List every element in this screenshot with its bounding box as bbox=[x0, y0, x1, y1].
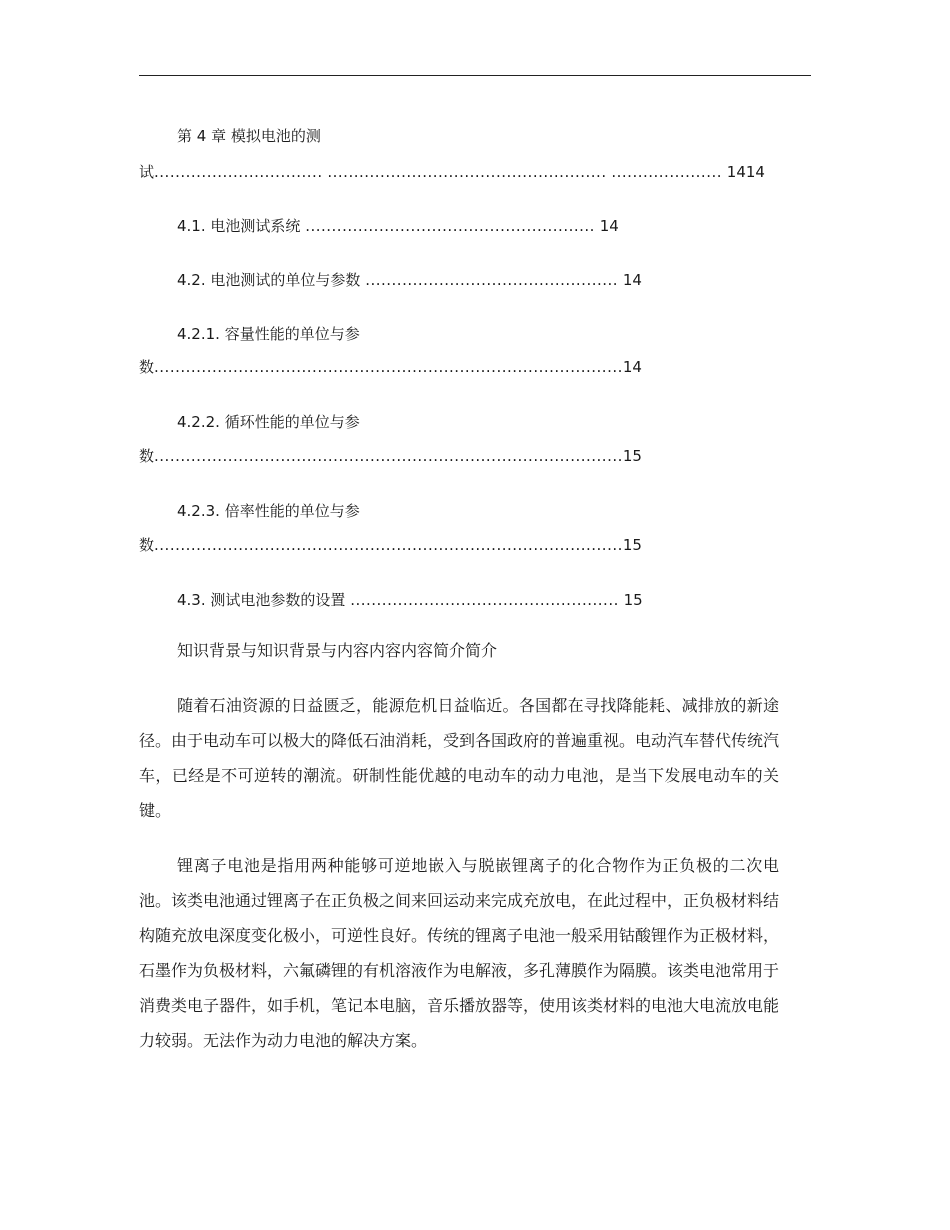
toc-leader-dots: ................................................... bbox=[350, 591, 619, 609]
toc-entry-4-1 bbox=[177, 216, 619, 236]
toc-entry-4-2-1-title: 4.2.1. 容量性能的单位与参 bbox=[177, 325, 360, 343]
toc-page-number: 14 bbox=[622, 271, 642, 289]
toc-entry-ch4-title: 第 4 章 模拟电池的测 bbox=[177, 127, 321, 145]
toc-entry-title: 4.2. 电池测试的单位与参数 bbox=[177, 271, 361, 289]
toc-entry-4-2-2-continuation bbox=[139, 446, 642, 466]
toc-entry-4-2-1-continuation bbox=[139, 357, 642, 377]
header-rule bbox=[139, 75, 811, 76]
toc-leader-dots: ....................................................... bbox=[305, 217, 595, 235]
toc-entry-cont: 数 bbox=[139, 447, 155, 465]
toc-page-number: 14 bbox=[622, 358, 642, 376]
toc-entry-title: 4.3. 测试电池参数的设置 bbox=[177, 591, 346, 609]
toc-page-number: 14 bbox=[599, 217, 619, 235]
toc-leader-dots: ................................ bbox=[154, 163, 323, 181]
toc-page-number: 1414 bbox=[726, 163, 765, 181]
toc-leader-dots: ......................................................................................... bbox=[154, 447, 623, 465]
toc-page-number: 15 bbox=[622, 536, 642, 554]
toc-leader-dots: ..................... bbox=[611, 163, 723, 181]
toc-entry-4-2-3-continuation bbox=[139, 535, 642, 555]
toc-page-number: 15 bbox=[622, 447, 642, 465]
toc-entry-ch4-cont: 试 bbox=[139, 163, 155, 181]
toc-page-number: 15 bbox=[623, 591, 643, 609]
toc-entry-4-2 bbox=[177, 270, 642, 290]
toc-leader-dots: ..................................................... bbox=[327, 163, 607, 181]
toc-entry-ch4-continuation bbox=[139, 162, 765, 182]
toc-entry-cont: 数 bbox=[139, 536, 155, 554]
toc-entry-4-2-3-title: 4.2.3. 倍率性能的单位与参 bbox=[177, 502, 360, 520]
body-paragraph-1: 随着石油资源的日益匮乏，能源危机日益临近。各国都在寻找降能耗、减排放的新途径。由于电动车可以极大的降低石油消耗，受到各国政府的普遍重视。电动汽车替代传统汽车，已经是不可逆转的潮流。研制性能优越的电动车的动力电池，是当下发展电动车的关键。 bbox=[139, 696, 780, 820]
toc-entry-4-2-2-title: 4.2.2. 循环性能的单位与参 bbox=[177, 413, 360, 431]
body-paragraph-2: 锂离子电池是指用两种能够可逆地嵌入与脱嵌锂离子的化合物作为正负极的二次电池。该类电池通过锂离子在正负极之间来回运动来完成充放电，在此过程中，正负极材料结构随充放电深度变化极小，可逆性良好。传统的锂离子电池一般采用钴酸锂作为正极材料，石墨作为负极材料，六氟磷锂的有机溶液作为电解液，多孔薄膜作为隔膜。该类电池常用于消费类电子器件，如手机，笔记本电脑，音乐播放器等，使用该类材料的电池大电流放电能力较弱。无法作为动力电池的解决方案。 bbox=[139, 856, 780, 1050]
toc-entry-title: 4.1. 电池测试系统 bbox=[177, 217, 301, 235]
toc-leader-dots: ................................................ bbox=[365, 271, 619, 289]
toc-leader-dots: ......................................................................................... bbox=[154, 536, 623, 554]
section-heading: 知识背景与知识背景与内容内容内容简介简介 bbox=[177, 641, 498, 660]
toc-leader-dots: ......................................................................................... bbox=[154, 358, 623, 376]
toc-entry-cont: 数 bbox=[139, 358, 155, 376]
toc-entry-4-3 bbox=[177, 590, 643, 610]
